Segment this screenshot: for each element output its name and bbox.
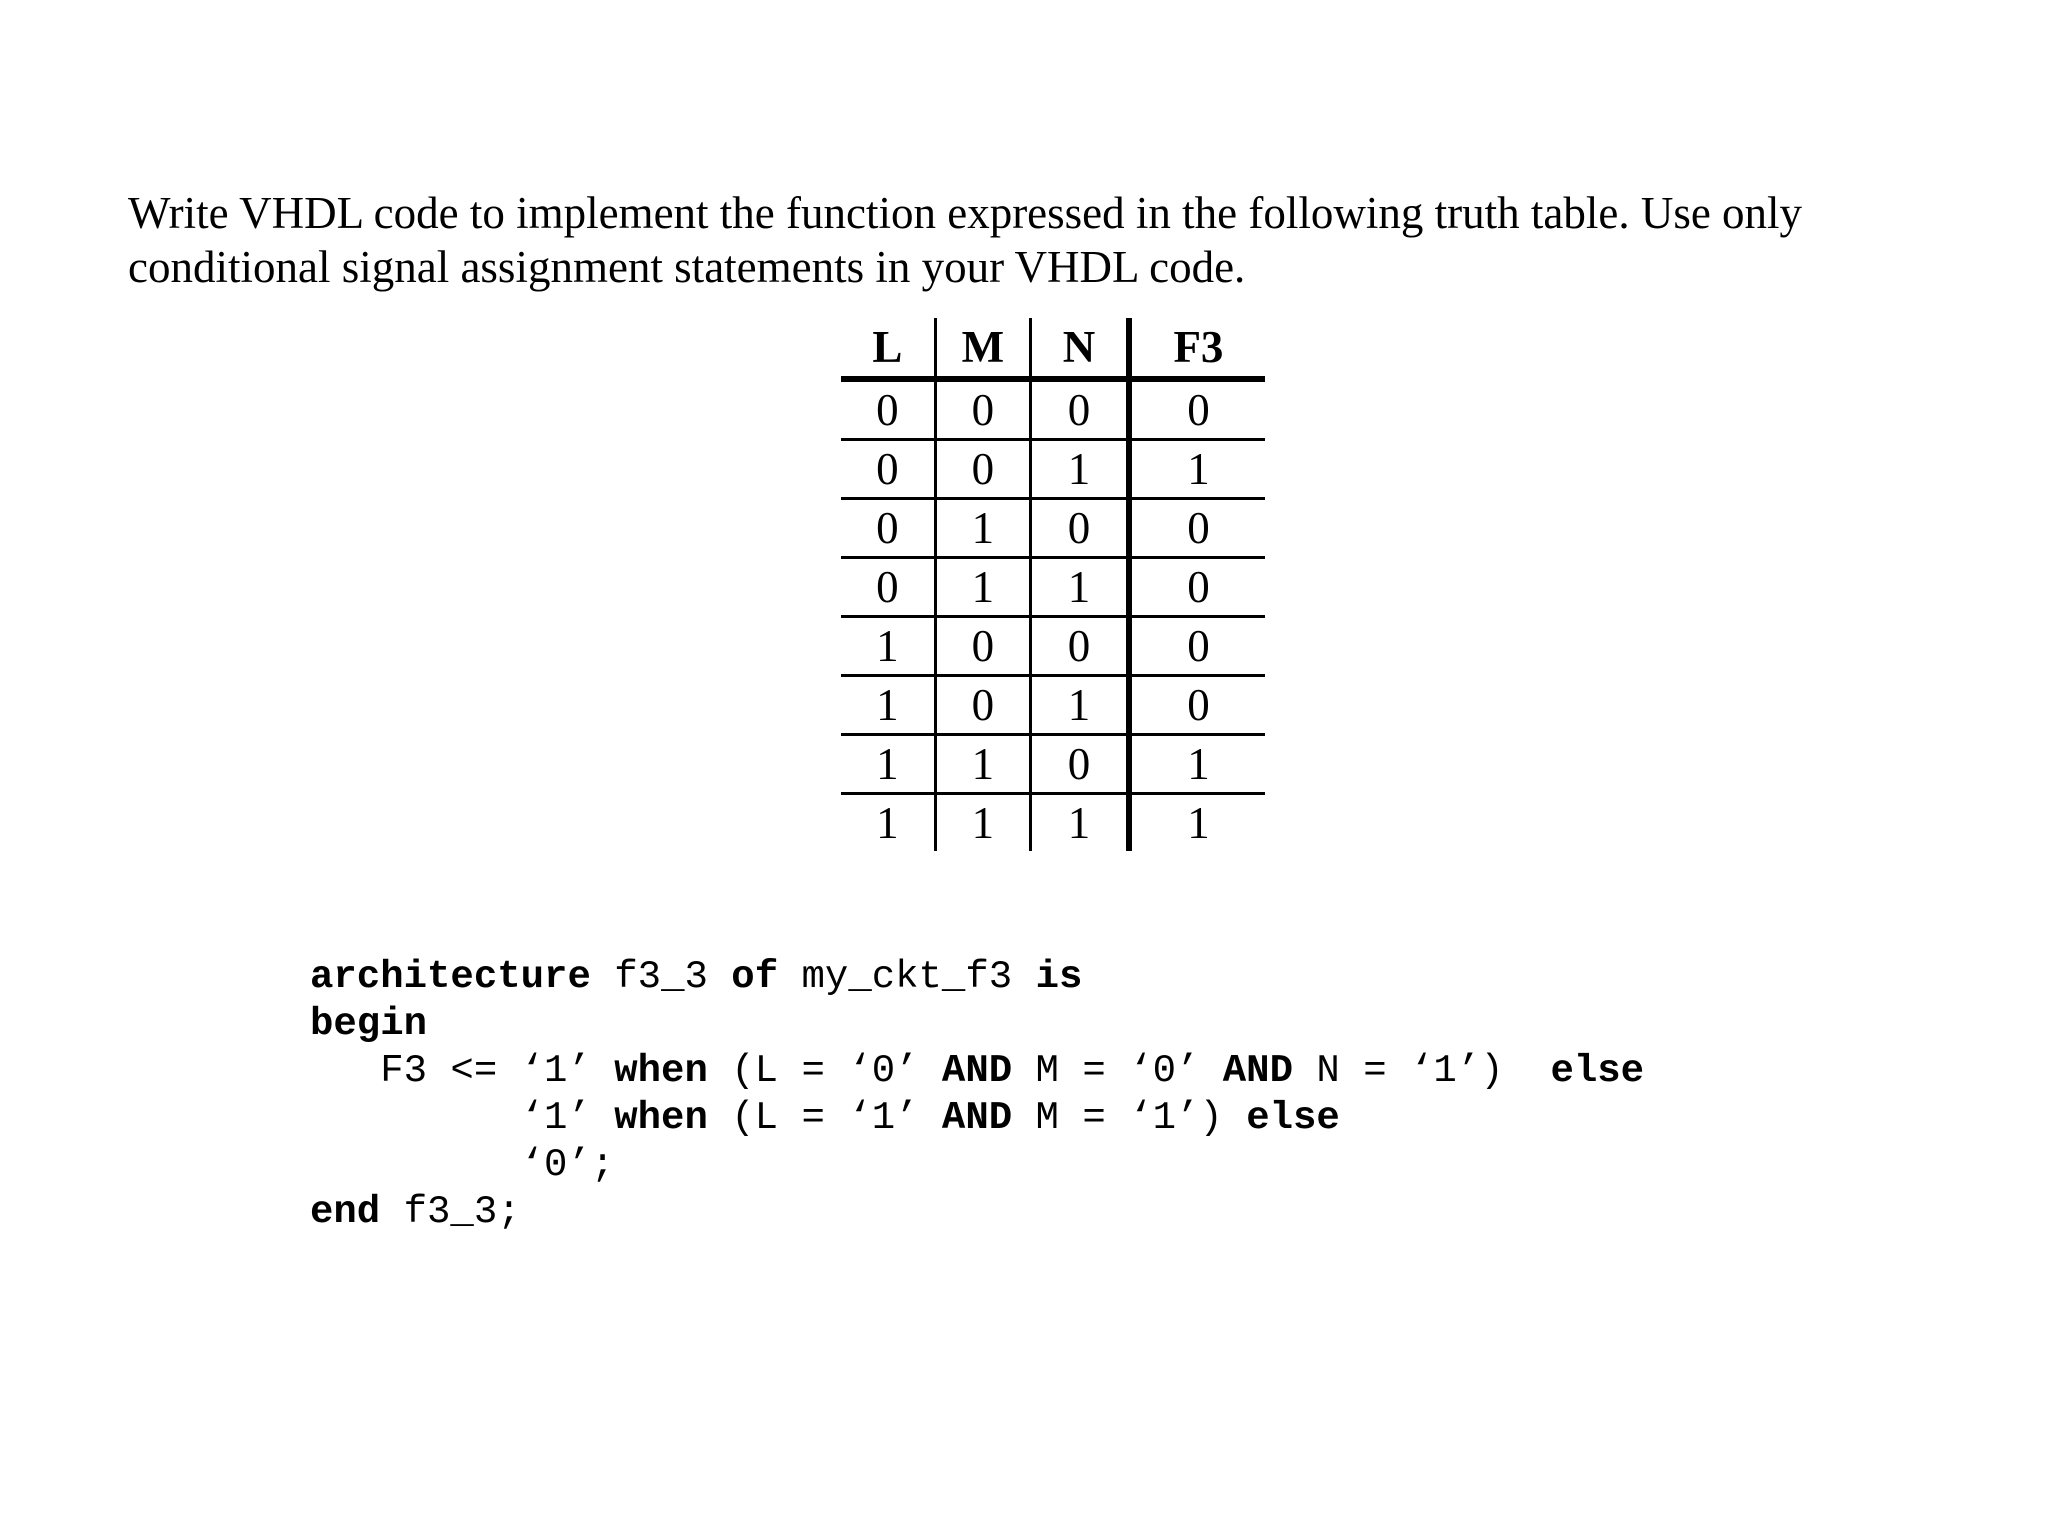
cell-m: 1 xyxy=(935,558,1030,617)
code-keyword: AND xyxy=(941,1096,1013,1140)
code-keyword: of xyxy=(731,955,779,999)
table-row xyxy=(841,558,1265,617)
cell-m: 0 xyxy=(935,379,1030,440)
table-row xyxy=(841,676,1265,735)
cell-m: 0 xyxy=(935,617,1030,676)
code-line xyxy=(310,1189,1644,1236)
cell-f3: 0 xyxy=(1129,558,1265,617)
table-row xyxy=(841,379,1265,440)
cell-f3: 1 xyxy=(1129,440,1265,499)
cell-n: 0 xyxy=(1031,499,1129,558)
cell-l: 1 xyxy=(841,794,935,852)
code-keyword: when xyxy=(614,1049,708,1093)
truth-table-header-row xyxy=(841,318,1265,379)
cell-l: 0 xyxy=(841,499,935,558)
vhdl-code-block xyxy=(310,954,1644,1236)
cell-f3: 0 xyxy=(1129,676,1265,735)
cell-l: 1 xyxy=(841,735,935,794)
code-keyword: is xyxy=(1035,955,1083,999)
code-keyword: else xyxy=(1550,1049,1645,1093)
header-l: L xyxy=(841,318,935,379)
cell-m: 1 xyxy=(935,794,1030,852)
table-row xyxy=(841,735,1265,794)
code-keyword: begin xyxy=(310,1002,428,1046)
cell-m: 0 xyxy=(935,440,1030,499)
code-keyword: AND xyxy=(1222,1049,1293,1093)
code-keyword: else xyxy=(1246,1096,1340,1140)
code-keyword: end xyxy=(310,1190,381,1234)
code-text: f3_3 xyxy=(590,955,732,999)
cell-n: 1 xyxy=(1031,676,1129,735)
code-text: (L = ‘0’ xyxy=(707,1049,942,1093)
cell-l: 0 xyxy=(841,558,935,617)
code-keyword: when xyxy=(614,1096,708,1140)
header-m: M xyxy=(935,318,1030,379)
cell-m: 0 xyxy=(935,676,1030,735)
problem-statement-line-2: conditional signal assignment statements in your VHDL code. xyxy=(128,242,1246,292)
table-row xyxy=(841,617,1265,676)
code-text: my_ckt_f3 xyxy=(778,955,1036,999)
cell-l: 0 xyxy=(841,440,935,499)
code-text: f3_3; xyxy=(380,1190,521,1234)
cell-l: 1 xyxy=(841,617,935,676)
cell-n: 1 xyxy=(1031,440,1129,499)
header-f3: F3 xyxy=(1129,318,1265,379)
code-text: N = ‘1’) xyxy=(1293,1049,1551,1093)
cell-l: 1 xyxy=(841,676,935,735)
cell-n: 0 xyxy=(1031,735,1129,794)
code-line xyxy=(310,1142,1644,1189)
cell-n: 0 xyxy=(1031,379,1129,440)
code-text: (L = ‘1’ xyxy=(707,1096,942,1140)
table-row xyxy=(841,499,1265,558)
cell-f3: 0 xyxy=(1129,617,1265,676)
cell-f3: 1 xyxy=(1129,735,1265,794)
cell-n: 1 xyxy=(1031,558,1129,617)
cell-m: 1 xyxy=(935,735,1030,794)
code-keyword: AND xyxy=(941,1049,1013,1093)
code-keyword: architecture xyxy=(310,955,591,999)
table-row xyxy=(841,440,1265,499)
header-n: N xyxy=(1031,318,1129,379)
cell-m: 1 xyxy=(935,499,1030,558)
code-text: ‘0’; xyxy=(310,1143,615,1187)
truth-table xyxy=(841,318,1265,851)
code-line xyxy=(310,1001,1644,1048)
code-line xyxy=(310,1048,1644,1095)
code-line xyxy=(310,1095,1644,1142)
code-line xyxy=(310,954,1644,1001)
cell-n: 0 xyxy=(1031,617,1129,676)
problem-statement xyxy=(128,186,2008,294)
code-text: ‘1’ xyxy=(310,1096,615,1140)
code-text: M = ‘1’) xyxy=(1012,1096,1247,1140)
cell-l: 0 xyxy=(841,379,935,440)
cell-n: 1 xyxy=(1031,794,1129,852)
problem-statement-line-1: Write VHDL code to implement the function expressed in the following truth table. Use only xyxy=(128,188,1803,238)
cell-f3: 0 xyxy=(1129,499,1265,558)
code-text: M = ‘0’ xyxy=(1012,1049,1223,1093)
cell-f3: 1 xyxy=(1187,798,1210,848)
code-text: F3 <= ‘1’ xyxy=(310,1049,615,1093)
table-row xyxy=(841,794,1265,852)
cell-f3: 0 xyxy=(1129,379,1265,440)
